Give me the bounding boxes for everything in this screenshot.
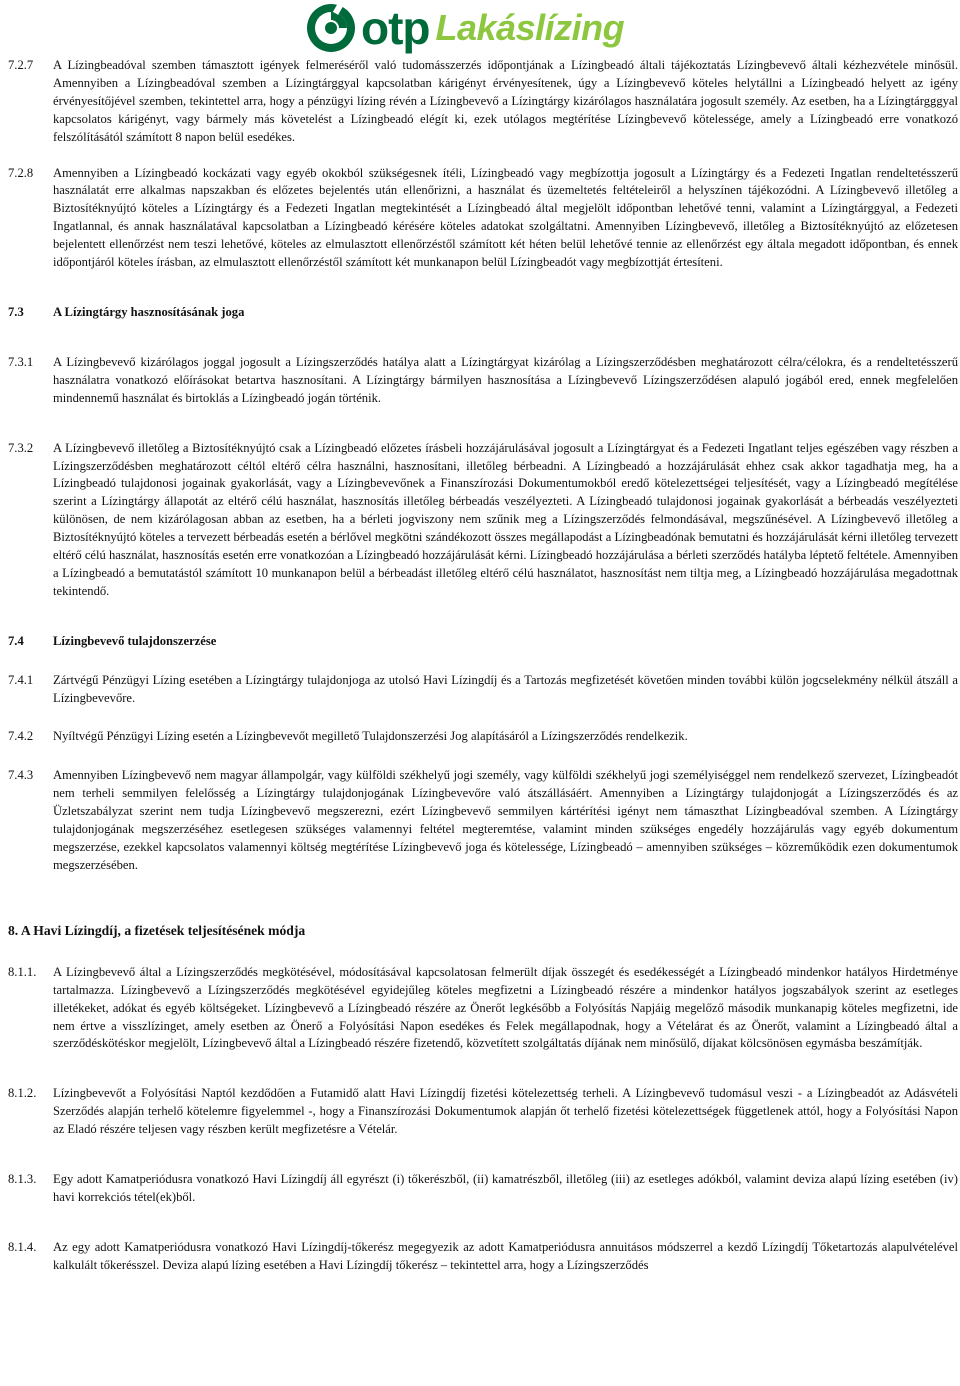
paragraph-number: 8.1.1. xyxy=(8,964,37,979)
paragraph-8-1-4 xyxy=(0,1239,960,1275)
paragraph-text: A Lízingbeadóval szemben támasztott igények felmeréséről való tudomásszerzés időpontjának a Lízingbeadó általi tájékoztatás Lízingbevevő általi kézhezvétele minősül. Amennyiben a Lízingbeadóval szemben a Lízingtárggyal kapcsolatban kárigényt érvényesítenek, úgy a Lízingbevevő köteles helytállni a Lízingbeadó helyett az igény érvényesítőjével szemben, tekintettel arra, hogy a pénzügyi lízing révén a Lízingbevevő a Lízingtárgy kizárólagos használatára jogosult személy. Az esetben, ha a Lízingtárgggyal kapcsolatos kárigényt, vagy bármely más követelést a Lízingbeadó elégít ki, ezek utólagos megtérítése Lízingbevevő kötelessége, amely a Lízingbeadó erre vonatkozó felszólításától számított 8 napon belül esedékes. xyxy=(53,58,958,144)
paragraph-8-1-3 xyxy=(0,1171,960,1207)
paragraph-text: Egy adott Kamatperiódusra vonatkozó Havi Lízingdíj áll egyrészt (i) tőkerészből, (ii) kamatrészből, illetőleg (iii) az esetleges adókból, valamint deviza alapú lízing esetében (iv) havi korrekciós tétel(ek)ből. xyxy=(53,1172,958,1204)
otp-swirl-icon xyxy=(305,2,357,54)
paragraph-text: A Lízingbevevő kizárólagos joggal jogosult a Lízingszerződés hatálya alatt a Lízingtárgyat kizárólag a Lízingszerződésben meghatározott célra/célokra, és a rendeltetésszerű használatra vonatkozó előírásokat betartva hasznosítani. A Lízingtárgy bármilyen hasznosítása a Lízingbevevő Lízingszerződésen alapuló jogából ered, ennek megfelelően mindennemű használat és birtoklás a Lízingbeadó jogán történik. xyxy=(53,354,958,405)
section-heading-7-3 xyxy=(0,304,960,322)
paragraph-7-4-2 xyxy=(0,728,960,746)
paragraph-number: 7.4.3 xyxy=(8,768,34,783)
paragraph-7-3-2 xyxy=(0,440,960,601)
paragraph-text: A Lízingbevevő illetőleg a Biztosítéknyújtó csak a Lízingbeadó előzetes írásbeli hozzájárulásával jogosult a Lízingtárgyat és a Fedezeti Ingatlant teljes egészében vagy részben a Lízingszerződésben meghatározott céltól eltérő célra használni, hasznosítani, illetőleg bérbeadni. A Lízingbeadó a hozzájárulását ehhez csak akkor tagadhatja meg, ha a Lízingbeadó tulajdonosi jogainak gyakorlását, vagy a Lízingbevevőnek a Finanszírozási Dokumentumokból eredő kötelezettségei teljesítését, vagy a Lízingbeadó megítélése szerint a Lízingtárgy állapotát az eltérő célú használat, hasznosítás illetőleg bérbeadás veszélyezteti. A Lízingbeadó tulajdonosi jogainak gyakorlását a bérbeadás veszélyezteti különösen, de nem kizárólagosan abban az esetben, ha a bérleti jogviszony nem szűnik meg a Lízingszerződés felmondásával, megszűnésével. A Lízingbevevő illetőleg a Biztosítéknyújtó köteles a tervezett bérbeadás esetén a bérlővel megkötni szándékozott összes megállapodást a Lízingbeadónak bemutatni és hozzájárulását kérni illetőleg tervezett eltérő célú használat, hasznosítás esetén erre vonatkozóan a Lízingbeadó hozzájárulását kérni. Lízingbeadó hozzájárulása a bérleti szerződés hatályba léptető feltétele. Amennyiben a Lízingbeadó a bemutatástól számított 10 munkanapon belül a bérbeadást illetőleg eltérő célú használatot, hasznosítást nem tiltja meg, a Lízingbeadó hozzájárulása megadottnak tekintendő. xyxy=(53,440,958,598)
paragraph-8-1-1 xyxy=(0,964,960,1054)
paragraph-7-4-1 xyxy=(0,672,960,708)
paragraph-number: 7.4.1 xyxy=(8,672,34,687)
section-number: 7.4 xyxy=(8,633,24,648)
paragraph-number: 7.3.2 xyxy=(8,440,34,455)
chapter-heading-8: 8. A Havi Lízingdíj, a fizetések teljesítésének módja xyxy=(8,922,306,938)
paragraph-text: Lízingbevevőt a Folyósítási Naptól kezdődően a Futamidő alatt Havi Lízingdíj fizetési kötelezettség terheli. A Lízingbevevő tudomásul veszi - a Lízingbeadót az Adásvételi Szerződés alapján terhelő kötelemre figyelemmel -, hogy a Finanszírozási Dokumentumok alapján őt terhelő fizetési kötelezettségek függetlenek attól, hogy a Folyósítási Napon az Eladó részére teljesen vagy részben került megfizetésre a Vételár. xyxy=(53,1086,958,1137)
page-header xyxy=(0,0,960,58)
section-number: 7.3 xyxy=(8,304,24,319)
section-title: Lízingbevevő tulajdonszerzése xyxy=(53,633,217,648)
paragraph-7-2-7 xyxy=(0,57,960,147)
paragraph-text: Nyíltvégű Pénzügyi Lízing esetén a Lízingbevevőt megillető Tulajdonszerzési Jog alapításáról a Lízingszerződés rendelkezik. xyxy=(53,729,688,744)
paragraph-number: 8.1.4. xyxy=(8,1239,37,1254)
paragraph-number: 8.1.3. xyxy=(8,1172,37,1187)
section-heading-7-4 xyxy=(0,633,960,651)
paragraph-7-3-1 xyxy=(0,354,960,408)
paragraph-number: 7.2.8 xyxy=(8,165,34,180)
document-body xyxy=(0,57,960,1275)
paragraph-7-2-8 xyxy=(0,165,960,272)
otp-lakaslizing-logo xyxy=(305,2,624,54)
paragraph-number: 7.4.2 xyxy=(8,729,34,744)
paragraph-text: Zártvégű Pénzügyi Lízing esetében a Lízingtárgy tulajdonjoga az utolsó Havi Lízingdíj és a Tartozás megfizetését követően minden további külön jogcselekmény nélkül átszáll a Lízingbevevőre. xyxy=(53,672,958,705)
logo-lakaslizing-text: Lakáslízing xyxy=(435,7,625,48)
logo-otp-text: otp xyxy=(361,2,430,54)
paragraph-text: Amennyiben Lízingbevevő nem magyar állampolgár, vagy külföldi székhelyű jogi személy, vagy külföldi székhelyű jogi személyiséggel nem rendelkező szervezet, Lízingbeadót nem terheli semmilyen felelősség a Lízingtárgy tulajdonjogának Lízingbevevőre való átszállásáért. Amennyiben a Lízingtárgy tulajdonjogát a Lízingszerződés és az Üzletszabályzat szerint nem tudja Lízingbevevő megszerezni, ezért Lízingbevevő semmilyen kártérítési igényt nem támaszthat Lízingbeadóval szemben. A Lízingtárgy tulajdonjogának megszerzéséhez esetlegesen szükséges valamennyi feltétel megteremtése, valamint minden szükséges engedély hozzájárulás vagy egyéb dokumentum megszerzése, ezekkel kapcsolatos valamennyi költség megtérítése Lízingbevevő joga és kötelessége, Lízingbeadó – amennyiben szükséges – közreműködik ezen dokumentumok megszerzésében. xyxy=(53,768,958,872)
section-title: A Lízingtárgy hasznosításának joga xyxy=(53,304,245,319)
paragraph-number: 7.3.1 xyxy=(8,354,34,369)
paragraph-8-1-2 xyxy=(0,1085,960,1139)
paragraph-7-4-3 xyxy=(0,767,960,874)
paragraph-number: 8.1.2. xyxy=(8,1086,37,1101)
paragraph-text: A Lízingbevevő által a Lízingszerződés megkötésével, módosításával kapcsolatosan felmerült díjak összegét és esedékességét a Lízingbeadó mindenkor hatályos Hirdetménye tartalmazza. Lízingbevevő a Lízingszerződés megkötésével egyidejűleg köteles megfizetni a Lízingbeadó részére a mindenkor hatályos jogszabályok szerint az esetleges illetékeket, adókat és egyéb költségeket. Lízingbevevő a Lízingbeadó részére az Önerőt legkésőbb a Folyósítás Napjáig megelőző második munkanapig köteles megfizetni, ide nem értve a visszlízinget, amely esetben az Önerő a Folyósítási Napon esedékes és Felek megállapodnak, hogy a Vételárat és az Önerőt, valamint a Lízingbeadó által a szerződéskötéskor megjelölt, Lízingbevevő által a Lízingbeadó részére fizetendő, közvetített szolgáltatás díjának nem minősülő, díjakat kölcsönösen egymásba beszámítják. xyxy=(53,964,958,1051)
paragraph-text: Az egy adott Kamatperiódusra vonatkozó Havi Lízingdíj-tőkerész megegyezik az adott Kamatperiódusra annuitásos módszerrel a kezdő Lízingdíj Tőketartozás alapulvételével kalkulált tőkerésszel. Deviza alapú lízing esetében a Havi Lízingdíj tőkerész – tekintettel arra, hogy a Lízingszerződés xyxy=(53,1239,958,1272)
paragraph-text: Amennyiben a Lízingbeadó kockázati vagy egyéb okokból szükségesnek ítéli, Lízingbeadó vagy megbízottja jogosult a Lízingtárgy és a Fedezeti Ingatlan rendeltetésszerű használatát erre alkalmas napszakban és előzetes bejelentés után ellenőrizni, a használat és üzemeltetés feltételeiről a helyszínen tájékozódni. A Lízingbevevő illetőleg a Biztosítéknyújtó köteles a Lízingtárgy és a Fedezeti Ingatlan megtekintését a Lízingbeadó által megjelölt időpontban lehetővé tenni, valamint a Lízingtárggyal, a Fedezeti Ingatlannal, és annak használatával kapcsolatban a Lízingbeadó kérésére köteles adatokat szolgáltatni. Amennyiben Lízingbevevő, illetőleg a Biztosítéknyújtó az előzetesen bejelentett ellenőrzést nem teszi lehetővé, köteles az elmulasztott ellenőrzéstől számított két héten belül lehetővé tennie az ellenőrzést egy általa megadott időpontban, és ennek időpontjáról köteles írásban, az elmulasztott ellenőrzéstől számított két munkanapon belül Lízingbeadót vagy megbízottját értesíteni. xyxy=(53,165,958,270)
paragraph-number: 7.2.7 xyxy=(8,58,34,72)
